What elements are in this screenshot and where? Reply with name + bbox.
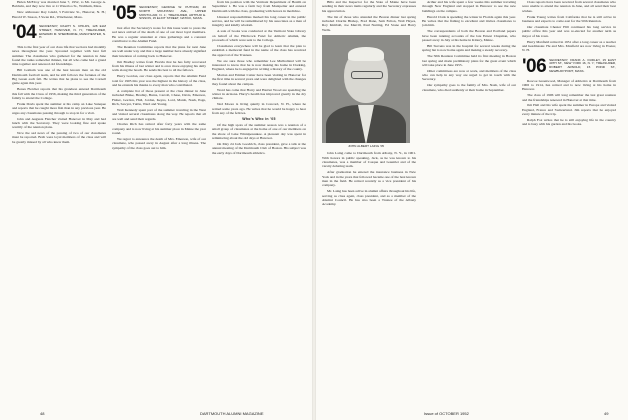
class-secretary: SECRETARY, FRANK A. DUDLEY, 15 EAST 40TH ST., NEW YORK 16, N. Y.; TREASURER, ROBERT ARNOLD, 15 POND ST., NEWBURYPORT, MASS.	[549, 57, 616, 73]
paragraph: Harry Gordon, our class agent, reports that the Alumni Fund total for 1905 this year was the highest in the history of the class, and he extends his thanks to every man who contributed.	[112, 74, 206, 87]
paragraph: Our sympathy goes to the family of Mrs. Nash, wife of our classmate, who died suddenly at their home in September.	[422, 83, 516, 92]
paragraph: Classmates everywhere will be glad to learn that the plan to establish a memorial fund in the name of the class has received the approval of the Trustees.	[212, 43, 306, 57]
paragraph: Bill Stevens was in the hospital for several weeks during the spring but is now home again and making a steady recovery.	[422, 43, 516, 53]
paragraph: The list of those who attended the Boston dinner last spring included Charlie Bishop, Fred Dane, Sam Felton, Walt Hayes, Roy Kimball, Joe Merrill, Paul Nutting, Ed Stone and Harry Wells.	[322, 14, 416, 32]
paragraph: Just after the Secretary's notes for this issue went to press the sad news arrived of the death of one of our most loyal members. He was a regular attendant at class gatherings and a constant contributor to the Alumni Fund.	[112, 26, 206, 44]
right-page	[314, 0, 628, 420]
paragraph: New addresses: Ray Gladd, 5 Fairview St., Hanover, N. H.; Harold W. Sisson, 3 Swan Rd., Winchester, Mass.	[12, 10, 106, 19]
paragraph: A complete list of those present at the class dinner in June included Blake, Bradley, Burns, Carroll, Chase, Davis, Emerson, Fisher, Gordon, Hall, Jordan, Keyes, Lord, Marsh, Nash, Page, Rich, Sawyer, Tuttle, Ward and Young.	[112, 88, 206, 106]
left-column-2	[112, 0, 206, 406]
paragraph: After graduation he entered the insurance business in New York and in the years that followed became one of the best known men in the field. He retired recently as a vice president of his company.	[322, 170, 416, 188]
section-heading: Who's Who in '05	[242, 117, 276, 121]
paragraph: On May 24 Jack Goodrich, class president, gave a talk at the annual meeting of the Dartmouth Club of Boston. His subject was the early days of Dartmouth athletics.	[212, 141, 306, 155]
paragraph: This is the first year of our class life that we have had monthly news throughout the year. Sprouted together with best full summer. The classmates who gathered for the reunion in June found the ranks somewhat thinner, but all who came had a grand time together and renewed old friendships.	[12, 44, 106, 67]
paragraph: Charles Rich has retired after forty years with the same company and is now living at his summer place in Maine the year round.	[112, 122, 206, 136]
paragraph: Harry Maxfield retired in 1951 after a long career as a teacher and headmaster. He and Mrs. Maxfield are now living in Exeter, N. H.	[522, 39, 616, 53]
paragraph: Harold Clark is spending the winter in Florida again this year. He writes that the fishing is excellent and invites classmates to join him.	[422, 14, 516, 28]
paragraph: Helen McElroy was married June 7, 1952, to Mr. George A. Baldwin, and they now live at 11 Waterloo St., Waltham, Mass.	[12, 0, 106, 9]
class-heading-1904	[12, 23, 106, 42]
paragraph: The Reunion Committee reports that the plans for next June are well under way and that a large number have already signified their intention of coming back to Hanover.	[112, 44, 206, 58]
paragraph: Other committees are now at work, and members of the class who can help in any way are urged to get in touch with the Secretary.	[422, 68, 516, 82]
class-secretary: SECRETARY, RALPH S. CHILDS, 128 ELM STREET, HANOVER, N. H.; TREASURER, EDWARD M. SHERBURNE, MANCHESTER, N. H.	[39, 23, 106, 40]
right-column-1	[322, 0, 416, 406]
paragraph: We are sure those who remember Lee Mulholland will be interested to know that he is now making his home in Dorking, England, where he is engaged in writing a history of the county.	[212, 58, 306, 72]
photo-caption: JOHN ALBERT LAING '05	[347, 144, 385, 148]
paragraph: Frank Davis spent the summer at his camp on Lake Sunapee and reports that he caught more fish than in any previous year. He urges any classmates passing through to stop in for a visit.	[12, 101, 106, 115]
paragraph: The correspondents of both the Boston and Portland papers have been running accounts of the late Ernest Chapman, who passed away in July at his home in Kittery, Maine.	[422, 29, 516, 42]
paragraph: Now the sad news of the passing of two of our classmates must be reported. Both were loyal members of the class and will be greatly missed by all who knew them.	[12, 131, 106, 144]
class-secretary: SECRETARY, GEORGE W. PUTNAM, 40 NORTH MOUNTAIN AVE., UPPER MONTCLAIR, N. J.; TREASURER, ARTHUR E. SISSON, 15 ELIOT STREET, NATICK, MASS.	[139, 5, 206, 21]
class-year: '06	[522, 55, 547, 77]
paragraph: from his position with the Vermont Department of Health on September 1. He was a farm boy from Montpelier and entered Dartmouth with the class, graduating with honors in medicine.	[212, 0, 306, 13]
paragraph: Mr. Laing has been active in alumni affairs throughout his life, serving as class agent, class president, and as a member of the Alumni Council. He has also been a Trustee of the Albany Academy.	[322, 189, 416, 207]
left-column-3	[212, 0, 306, 406]
paragraph: John and Augusta Fletcher visited Hanover in May and had lunch with the Secretary. They were looking fine and spoke warmly of the reunion plans.	[12, 116, 106, 130]
paragraph: John Laing came to Dartmouth from Albany, N. Y., in 1901. With honors in public speaking, Jack, as he was known to his classmates, was a member of Casque and Gauntlet and of the varsity debating team.	[322, 151, 416, 169]
portrait-photo	[322, 35, 410, 143]
class-year: '04	[12, 21, 37, 43]
paragraph: Ralph Fox writes that he is still enjoying life in the country and is busy with his garden and his books.	[522, 118, 616, 127]
paragraph: Our classmate Chester Hill continued his long service in public office this year and was re-elected for another term as mayor of his town.	[522, 24, 616, 38]
paragraph: Arthur and his wife spent a few weeks this summer traveling through New England and stopped in Hanover to see the new buildings on the campus.	[422, 0, 516, 13]
paragraph: Word has come that Harry and Harriet Wood are spending the winter in Arizona. Harry's health has improved greatly in the dry climate.	[212, 87, 306, 101]
class-year: '05	[112, 3, 137, 24]
paragraph: Class reports have been received from several classmates who were unable to attend the reunion in June, and all send their best wishes.	[522, 0, 616, 13]
paragraph: Bills and the Inspector for the State of Maine have been sending in their news items regularly and the Secretary expresses his appreciation.	[322, 0, 416, 13]
paragraph: Bones Fletcher reports that his grandson entered Dartmouth this fall with the Class of 1956, making the third generation of the family to attend the College.	[12, 87, 106, 100]
paragraph: Jim Hall and his wife spent the summer in Europe and visited England, France and Switzerland. Jim reports that he enjoyed every minute of the trip.	[522, 103, 616, 117]
left-column-1	[12, 0, 106, 406]
paragraph: A sale of books was conducted at the Vermont State Library on behalf of the Hitchcock Fund for Athletic Alumni, the proceeds of which were sent to the College.	[212, 29, 306, 42]
paragraph: Bill Gotham was one of the best known men on the old Dartmouth football team, and he still follows the fortunes of the Big Green each fall. He writes that he plans to see the Cornell game again this year.	[12, 68, 106, 86]
paragraph: Frank Young writes from California that he is still active in business and expects to come east for the 50th Reunion.	[522, 14, 616, 23]
page-number-left: 48	[40, 411, 45, 416]
class-heading-1905	[112, 4, 206, 23]
paragraph: Roscoe Greenwood, Manager of Athletics at Dartmouth from 1906 to 1914, has retired and is now living at his home in Hanover.	[522, 78, 616, 92]
paragraph: Unusual responsibilities marked his long career in the public service, and he will be remembered by his associates as a man of integrity and kindly wisdom.	[212, 14, 306, 28]
right-column-3	[522, 0, 616, 406]
paragraph: Marion and Emmet Cutter have been visiting in Hanover for the first time in several years and were delighted with the changes they found about the campus.	[212, 73, 306, 86]
footer-magazine-title: DARTMOUTH ALUMNI MAGAZINE	[200, 411, 264, 416]
paragraph: Walt Kennedy spent part of the summer traveling in the West and visited several classmates along the way. He reports that all are well and send their regards.	[112, 107, 206, 121]
paragraph: Ned Moore is living quietly in Concord, N. H., where he retired some years ago. He writes that he would be happy to hear from any of the fellows.	[212, 102, 306, 116]
paragraph: Of the high spots of the summer season was a reunion of a small group of classmates at the home of one of our members on the shore of Lake Winnipesaukee. A pleasant day was spent in reminiscing about the old days at Hanover.	[212, 122, 306, 140]
paragraph: The class of 1906 will long remember the last great reunion and the friendships renewed in Hanover at that time.	[522, 93, 616, 102]
footer-issue-date: Issue of OCTOBER 1952	[424, 411, 469, 416]
class-heading-1906	[522, 57, 616, 76]
paragraph: We regret to announce the death of Mrs. Emerson, wife of our classmate, who passed away in August after a long illness. The sympathy of the class goes out to him.	[112, 137, 206, 150]
paragraph: The 50th Reunion Committee held its first meeting in Boston last spring and made preliminary plans for the great event which will take place in June 1955.	[422, 54, 516, 67]
right-column-2	[422, 0, 516, 406]
paragraph: Jim Bradley writes from Florida that he has fully recovered from his illness of last winter and is once more enjoying his daily walk along the beach. He sends his best to all the fellows.	[112, 59, 206, 73]
page-number-right: 49	[604, 411, 609, 416]
